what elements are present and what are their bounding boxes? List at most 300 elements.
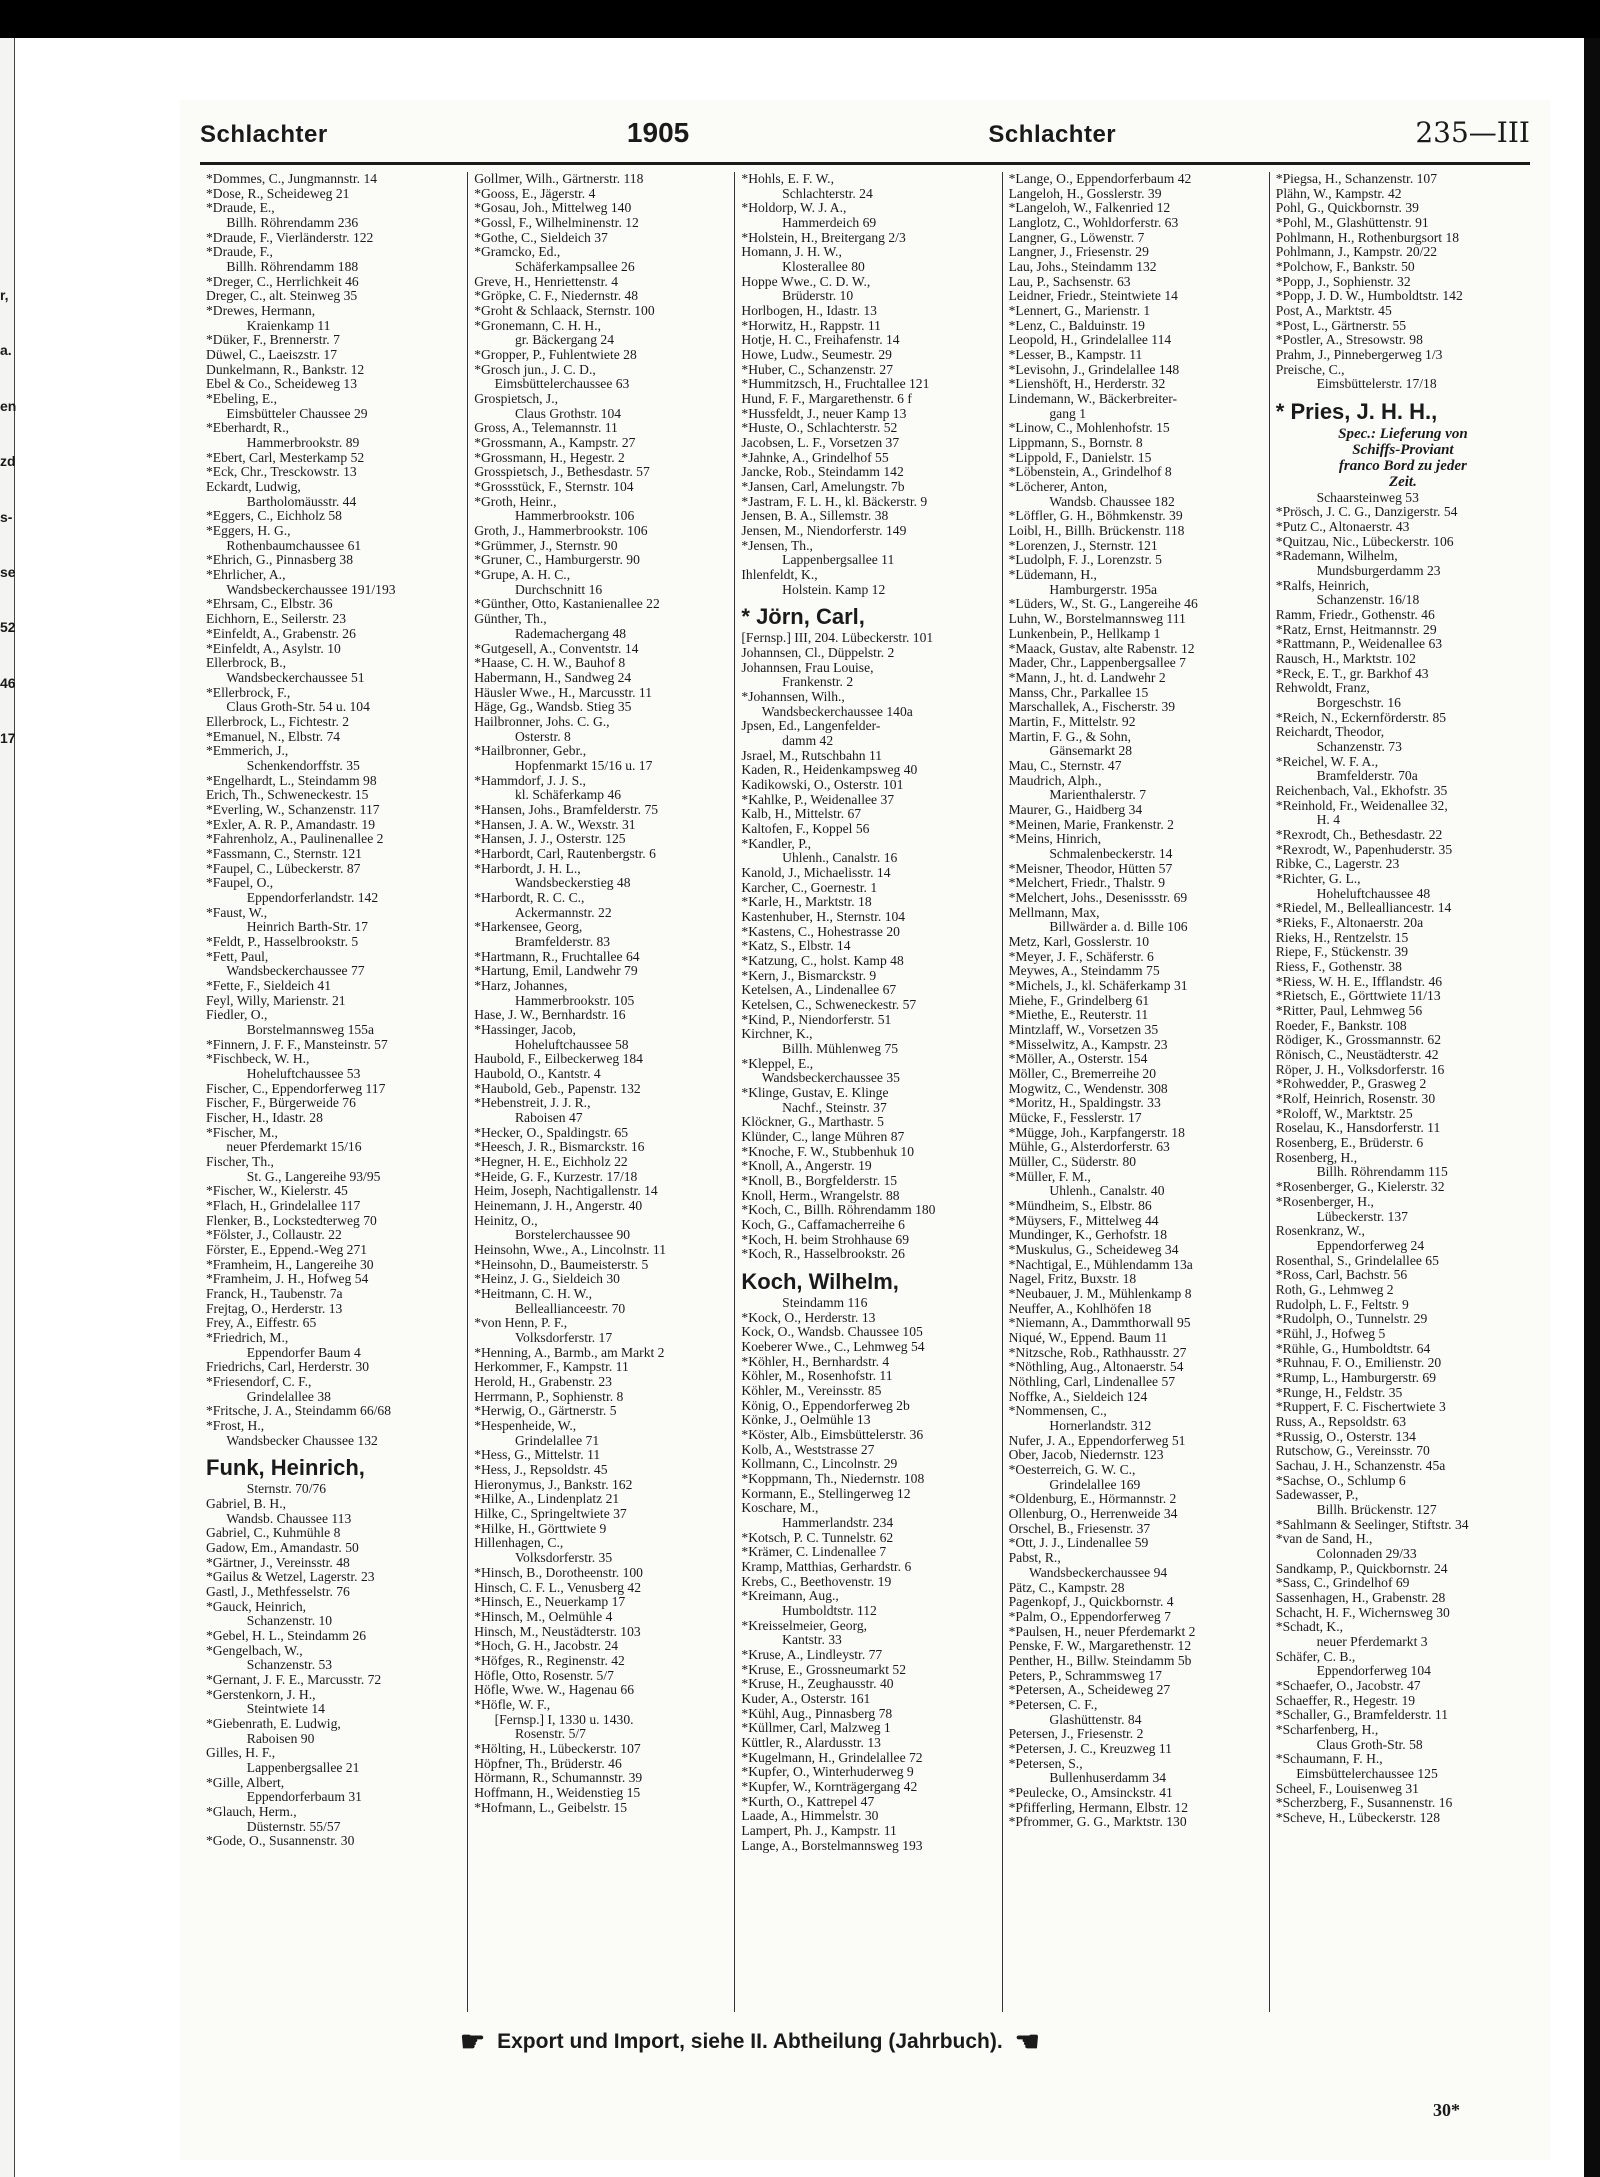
directory-entry: *Levisohn, J., Grindelallee 148 bbox=[1008, 361, 1180, 377]
directory-entry: Höpfner, Th., Brüderstr. 46 bbox=[474, 1755, 622, 1771]
directory-entry: Könke, J., Oelmühle 13 bbox=[741, 1412, 871, 1428]
directory-entry: H. 4 bbox=[1275, 812, 1340, 828]
directory-entry: Röper, J. H., Volksdorferstr. 16 bbox=[1275, 1061, 1445, 1077]
directory-entry: Koschare, M., bbox=[741, 1500, 819, 1516]
directory-entry: Johannsen, Cl., Düppelstr. 2 bbox=[741, 644, 895, 660]
directory-entry: *Kleppel, E., bbox=[741, 1055, 814, 1071]
directory-entry: Kastenhuber, H., Sternstr. 104 bbox=[741, 909, 906, 924]
directory-entry: Preische, C., bbox=[1275, 361, 1345, 377]
directory-entry: *Schaumann, F. H., bbox=[1275, 1751, 1383, 1767]
directory-entry: Penther, H., Billw. Steindamm 5b bbox=[1008, 1652, 1192, 1668]
directory-entry: *Meinen, Marie, Frankenstr. 2 bbox=[1008, 816, 1174, 832]
directory-entry: Raboisen 90 bbox=[206, 1730, 315, 1746]
directory-entry: Post, A., Marktstr. 45 bbox=[1275, 303, 1392, 319]
directory-entry: *Finnern, J. F. F., Mansteinstr. 57 bbox=[206, 1036, 388, 1052]
directory-entry: Ihlenfeldt, K., bbox=[741, 567, 818, 583]
directory-entry: Hilke, C., Springeltwiete 37 bbox=[474, 1506, 627, 1522]
directory-entry: *Ehrich, G., Pinnasberg 38 bbox=[206, 552, 353, 568]
directory-entry: Koch, Wilhelm, bbox=[741, 1269, 899, 1295]
directory-entry: *Reich, N., Eckernförderstr. 85 bbox=[1275, 709, 1447, 725]
directory-entry: Groth, J., Hammerbrookstr. 106 bbox=[474, 523, 648, 539]
directory-entry: Friedrichs, Carl, Herderstr. 30 bbox=[206, 1359, 370, 1375]
directory-entry: Petersen, J., Friesenstr. 2 bbox=[1008, 1726, 1144, 1742]
directory-entry: *Framheim, J. H., Hofweg 54 bbox=[206, 1271, 369, 1287]
directory-entry: *Harbordt, Carl, Rautenbergstr. 6 bbox=[474, 845, 656, 861]
directory-entry: *Riedel, M., Bellealliancestr. 14 bbox=[1275, 900, 1452, 916]
directory-entry: Schlachterstr. 24 bbox=[741, 185, 873, 201]
directory-entry: *Engelhardt, L., Steindamm 98 bbox=[206, 772, 377, 788]
directory-entry: Nufer, J. A., Eppendorferweg 51 bbox=[1008, 1432, 1186, 1448]
directory-entry: *Popp, J., Sophienstr. 32 bbox=[1275, 273, 1411, 289]
directory-entry: *Meyer, J. F., Schäferstr. 6 bbox=[1008, 948, 1154, 964]
directory-entry: Förster, E., Eppend.-Weg 271 bbox=[206, 1242, 368, 1258]
directory-entry: Rehwoldt, Franz, bbox=[1275, 680, 1370, 696]
directory-entry: *Eck, Chr., Tresckowstr. 13 bbox=[206, 464, 357, 480]
directory-entry: *Ruppert, F. C. Fischertwiete 3 bbox=[1275, 1399, 1446, 1415]
directory-entry: *Putz C., Altonaerstr. 43 bbox=[1275, 518, 1410, 534]
directory-entry: Heim, Joseph, Nachtigallenstr. 14 bbox=[474, 1183, 658, 1199]
directory-entry: *Gärtner, J., Vereinsstr. 48 bbox=[206, 1554, 350, 1570]
directory-entry: *Groht & Schlaack, Sternstr. 100 bbox=[474, 303, 655, 319]
directory-entry: Lange, A., Borstelmannsweg 193 bbox=[741, 1837, 923, 1853]
directory-entry: Lappenbergsallee 11 bbox=[741, 552, 895, 568]
directory-entry: Volksdorferstr. 17 bbox=[474, 1330, 613, 1346]
directory-entry: Hammerlandstr. 234 bbox=[741, 1514, 894, 1530]
directory-entry: Kormann, E., Stellingerweg 12 bbox=[741, 1485, 911, 1501]
directory-entry: *Henning, A., Barmb., am Markt 2 bbox=[474, 1344, 665, 1360]
directory-entry: Ober, Jacob, Niedernstr. 123 bbox=[1008, 1447, 1164, 1463]
directory-entry: Nöthling, Carl, Lindenallee 57 bbox=[1008, 1374, 1176, 1390]
directory-entry: *Haubold, Geb., Papenstr. 132 bbox=[474, 1080, 641, 1096]
directory-entry: *Knoche, F. W., Stubbenhuk 10 bbox=[741, 1143, 914, 1159]
directory-entry: Fiedler, O., bbox=[206, 1007, 268, 1023]
directory-entry: Mader, Chr., Lappenbergsallee 7 bbox=[1008, 655, 1186, 671]
directory-entry: Eckardt, Ludwig, bbox=[206, 479, 301, 495]
directory-entry: *Gothe, C., Sieldeich 37 bbox=[474, 229, 608, 245]
directory-entry: Gollmer, Wilh., Gärtnerstr. 118 bbox=[474, 172, 644, 186]
directory-entry: *Hölting, H., Lübeckerstr. 107 bbox=[474, 1740, 641, 1756]
directory-entry: Maudrich, Alph., bbox=[1008, 772, 1102, 788]
previous-page-fragment: 52 bbox=[0, 619, 16, 636]
pointing-hand-left-icon: ☚ bbox=[1014, 2026, 1040, 2057]
column-2 bbox=[467, 172, 728, 2012]
directory-entry: Billh. Mühlenweg 75 bbox=[741, 1041, 899, 1057]
directory-entry: *Fahrenholz, A., Paulinenallee 2 bbox=[206, 831, 384, 847]
directory-entry: Küttler, R., Alardusstr. 13 bbox=[741, 1735, 881, 1751]
directory-entry: Pohl, G., Quickbornstr. 39 bbox=[1275, 200, 1419, 216]
directory-entry: Ackermannstr. 22 bbox=[474, 904, 612, 920]
directory-entry: *Prösch, J. C. G., Danzigerstr. 54 bbox=[1275, 504, 1458, 520]
directory-entry: Jensen, M., Niendorferstr. 149 bbox=[741, 523, 907, 539]
directory-entry: Mintzlaff, W., Vorsetzen 35 bbox=[1008, 1021, 1159, 1037]
directory-entry: Peters, P., Schrammsweg 17 bbox=[1008, 1667, 1162, 1683]
directory-entry: *Horwitz, H., Rappstr. 11 bbox=[741, 317, 881, 333]
directory-entry: *Kupfer, O., Winterhuderweg 9 bbox=[741, 1764, 914, 1780]
directory-entry: *Mündheim, S., Elbstr. 86 bbox=[1008, 1198, 1152, 1214]
directory-entry: *Rademann, Wilhelm, bbox=[1275, 548, 1398, 564]
previous-page-fragments bbox=[0, 287, 17, 787]
directory-entry: *Fritsche, J. A., Steindamm 66/68 bbox=[206, 1403, 392, 1419]
directory-entry: Russ, A., Repsoldstr. 63 bbox=[1275, 1413, 1407, 1429]
directory-entry: Schäferkampsallee 26 bbox=[474, 259, 635, 275]
directory-entry: Schenkendorffstr. 35 bbox=[206, 757, 360, 773]
directory-entry: *Faust, W., bbox=[206, 904, 268, 920]
directory-entry: *Hansen, J. J., Osterstr. 125 bbox=[474, 831, 626, 847]
previous-page-fragment: se bbox=[0, 563, 16, 580]
directory-entry: *Scharfenberg, H., bbox=[1275, 1722, 1379, 1738]
directory-entry: *Hartmann, R., Fruchtallee 64 bbox=[474, 948, 640, 964]
directory-entry: *Jensen, Th., bbox=[741, 537, 813, 553]
directory-entry: *Emmerich, J., bbox=[206, 743, 289, 759]
directory-entry: Marienthalerstr. 7 bbox=[1008, 787, 1147, 803]
directory-entry: *Meins, Hinrich, bbox=[1008, 831, 1102, 847]
directory-entry: *Schaefer, O., Jacobstr. 47 bbox=[1275, 1678, 1421, 1693]
directory-entry: *Lüders, W., St. G., Langereihe 46 bbox=[1008, 596, 1198, 612]
directory-entry: Kuder, A., Osterstr. 161 bbox=[741, 1691, 871, 1707]
directory-entry: Herrmann, P., Sophienstr. 8 bbox=[474, 1388, 624, 1404]
directory-entry: Jpsen, Ed., Langenfelder- bbox=[741, 718, 881, 734]
directory-entry: *Möller, A., Osterstr. 154 bbox=[1008, 1051, 1148, 1067]
directory-entry: *Gossl, F., Wilhelminenstr. 12 bbox=[474, 215, 639, 231]
directory-entry: *Ludolph, F. J., Lorenzstr. 5 bbox=[1008, 552, 1162, 568]
directory-entry: Schacht, H. F., Wichernsweg 30 bbox=[1275, 1604, 1450, 1620]
directory-entry: Howe, Ludw., Seumestr. 29 bbox=[741, 347, 892, 363]
directory-entry: *Kotsch, P. C. Tunnelstr. 62 bbox=[741, 1529, 894, 1545]
directory-entry: Hinsch, C. F. L., Venusberg 42 bbox=[474, 1579, 642, 1595]
directory-entry: Eppendorferbaum 31 bbox=[206, 1789, 362, 1805]
directory-entry: Hörmann, R., Schumannstr. 39 bbox=[474, 1770, 643, 1786]
directory-entry: Brüderstr. 10 bbox=[741, 288, 854, 304]
directory-entry: Bartholomäusstr. 44 bbox=[206, 493, 357, 509]
pointing-hand-right-icon: ☛ bbox=[460, 2026, 486, 2057]
directory-entry: Klünder, C., lange Mühren 87 bbox=[741, 1129, 905, 1145]
directory-entry: *Rolf, Heinrich, Rosenstr. 30 bbox=[1275, 1091, 1436, 1107]
directory-entry: *Pohl, M., Glashüttenstr. 91 bbox=[1275, 215, 1429, 231]
directory-entry: Bullenhuserdamm 34 bbox=[1008, 1770, 1167, 1786]
directory-entry: neuer Pferdemarkt 15/16 bbox=[206, 1139, 362, 1155]
directory-entry: *Kruse, E., Grossneumarkt 52 bbox=[741, 1661, 906, 1677]
directory-entry: Hoheluftchaussee 58 bbox=[474, 1036, 629, 1052]
directory-entry: *Koch, R., Hasselbrookstr. 26 bbox=[741, 1246, 905, 1262]
directory-entry: Franck, H., Taubenstr. 7a bbox=[206, 1286, 343, 1302]
directory-entry: Dunkelmann, R., Bankstr. 12 bbox=[206, 361, 365, 377]
directory-entry: *Krämer, C. Lindenallee 7 bbox=[741, 1544, 887, 1560]
directory-entry: Uhlenh., Canalstr. 40 bbox=[1008, 1183, 1165, 1199]
directory-entry: *von Henn, P. F., bbox=[474, 1315, 568, 1331]
directory-entry: *Rexrodt, W., Papenhuderstr. 35 bbox=[1275, 841, 1453, 857]
directory-entry: *Heinsohn, D., Baumeisterstr. 5 bbox=[474, 1256, 649, 1272]
directory-entry: Krebs, C., Beethovenstr. 19 bbox=[741, 1573, 892, 1589]
directory-entry: *Rohwedder, P., Grasweg 2 bbox=[1275, 1076, 1427, 1092]
directory-entry: Roselau, K., Hansdorferstr. 11 bbox=[1275, 1120, 1441, 1136]
page-header bbox=[200, 116, 1530, 156]
directory-entry: Ollenburg, O., Herrenweide 34 bbox=[1008, 1506, 1178, 1522]
column-5 bbox=[1269, 172, 1530, 2012]
directory-entry: Koch, G., Caffamacherreihe 6 bbox=[741, 1217, 905, 1233]
directory-entry: *Oldenburg, E., Hörmannstr. 2 bbox=[1008, 1491, 1177, 1507]
directory-entry: Kanold, J., Michaelisstr. 14 bbox=[741, 864, 891, 880]
directory-entry: Holstein. Kamp 12 bbox=[741, 581, 886, 597]
directory-entry: *Köhler, H., Bernhardstr. 4 bbox=[741, 1353, 890, 1369]
directory-entry: *Kurth, O., Kattrepel 47 bbox=[741, 1793, 875, 1809]
directory-entry: Funk, Heinrich, bbox=[206, 1455, 365, 1481]
directory-entry: *Koch, H. beim Strohhause 69 bbox=[741, 1231, 910, 1247]
directory-entry: Knoll, Herm., Wrangelstr. 88 bbox=[741, 1187, 900, 1203]
directory-entry: *Schadt, K., bbox=[1275, 1619, 1344, 1635]
directory-entry: Eppendorferweg 104 bbox=[1275, 1663, 1431, 1679]
directory-entry: *Scherzberg, F., Susannenstr. 16 bbox=[1275, 1795, 1453, 1811]
directory-entry: *Faupel, C., Lübeckerstr. 87 bbox=[206, 860, 361, 876]
directory-entry: Kadikowski, O., Osterstr. 101 bbox=[741, 776, 904, 792]
directory-entry: *Miethe, E., Reuterstr. 11 bbox=[1008, 1007, 1149, 1023]
directory-entry: *Katzung, C., holst. Kamp 48 bbox=[741, 953, 904, 969]
directory-entry: Hotje, H. C., Freihafenstr. 14 bbox=[741, 332, 900, 348]
directory-entry: *Lennert, G., Marienstr. 1 bbox=[1008, 303, 1151, 319]
directory-entry: Metz, Karl, Gosslerstr. 10 bbox=[1008, 933, 1150, 949]
directory-entry: *Hecker, O., Spaldingstr. 65 bbox=[474, 1124, 629, 1140]
directory-entry: Nagel, Fritz, Buxstr. 18 bbox=[1008, 1271, 1137, 1287]
directory-entry: Schaeffer, R., Hegestr. 19 bbox=[1275, 1692, 1416, 1708]
directory-entry: *Faupel, O., bbox=[206, 875, 274, 891]
directory-entry: Hoppe Wwe., C. D. W., bbox=[741, 273, 871, 289]
directory-entry: *Gutgesell, A., Conventstr. 14 bbox=[474, 640, 639, 656]
directory-entry: Rosenstr. 5/7 bbox=[474, 1726, 586, 1742]
directory-entry: Claus Groth-Str. 54 u. 104 bbox=[206, 699, 370, 715]
directory-entry: Heinrich Barth-Str. 17 bbox=[206, 919, 368, 935]
directory-entry: *Gode, O., Susannenstr. 30 bbox=[206, 1833, 355, 1849]
directory-entry: Reichenbach, Val., Ekhofstr. 35 bbox=[1275, 783, 1448, 799]
directory-entry: *Hebenstreit, J. J. R., bbox=[474, 1095, 591, 1111]
directory-entry: *Reinhold, Fr., Weidenallee 32, bbox=[1275, 797, 1448, 813]
directory-entry: *Piegsa, H., Schanzenstr. 107 bbox=[1275, 172, 1438, 186]
header-right-title: Schlachter bbox=[988, 121, 1117, 148]
directory-entry: *Russig, O., Osterstr. 134 bbox=[1275, 1428, 1416, 1444]
directory-entry: Uhlenh., Canalstr. 16 bbox=[741, 850, 898, 866]
directory-entry: Gabriel, C., Kuhmühle 8 bbox=[206, 1525, 341, 1541]
directory-entry: Pohlmann, J., Kampstr. 20/22 bbox=[1275, 244, 1438, 260]
directory-entry: Gross, A., Telemannstr. 11 bbox=[474, 420, 618, 436]
directory-entry: Borgeschstr. 16 bbox=[1275, 694, 1401, 710]
directory-entry: *Hess, J., Repsoldstr. 45 bbox=[474, 1462, 608, 1478]
directory-entry: *Müller, F. M., bbox=[1008, 1168, 1091, 1184]
directory-entry: Riess, F., Gothenstr. 38 bbox=[1275, 959, 1402, 975]
directory-entry: *Hilke, A., Lindenplatz 21 bbox=[474, 1491, 620, 1507]
directory-entry: Günther, Th., bbox=[474, 611, 547, 627]
directory-entry: Langner, J., Friesenstr. 29 bbox=[1008, 244, 1149, 260]
directory-entry: *Grupe, A. H. C., bbox=[474, 567, 571, 583]
previous-page-fragment: 17 bbox=[0, 730, 16, 747]
directory-entry: *Pfrommer, G. G., Marktstr. 130 bbox=[1008, 1814, 1187, 1830]
directory-entry: Horlbogen, H., Idastr. 13 bbox=[741, 303, 877, 319]
directory-entry: Hoffmann, H., Weidenstieg 15 bbox=[474, 1784, 641, 1800]
directory-entry: Müller, C., Süderstr. 80 bbox=[1008, 1154, 1137, 1170]
directory-entry: Niqué, W., Eppend. Baum 11 bbox=[1008, 1330, 1168, 1346]
directory-entry: *Misselwitz, A., Kampstr. 23 bbox=[1008, 1036, 1168, 1052]
directory-entry: Pohlmann, H., Rothenburgsort 18 bbox=[1275, 229, 1460, 245]
directory-entry: *Groth, Heinr., bbox=[474, 493, 557, 509]
directory-entry: *Huste, O., Schlachterstr. 52 bbox=[741, 420, 898, 436]
directory-entry: *Ehrlicher, A., bbox=[206, 567, 286, 583]
directory-entry: *Kreisselmeier, Georg, bbox=[741, 1617, 868, 1633]
directory-entry: Sassenhagen, H., Grabenstr. 28 bbox=[1275, 1589, 1446, 1605]
directory-entry: *Kind, P., Niendorferstr. 51 bbox=[741, 1011, 892, 1027]
directory-entry: *Grümmer, J., Sternstr. 90 bbox=[474, 537, 618, 553]
directory-entry: Grosspietsch, J., Bethesdastr. 57 bbox=[474, 464, 650, 480]
directory-entry: Billh. Röhrendamm 236 bbox=[206, 215, 359, 231]
directory-entry: *Fassmann, C., Sternstr. 121 bbox=[206, 845, 362, 861]
directory-entry: *Hegner, H. E., Eichholz 22 bbox=[474, 1154, 628, 1170]
directory-entry: Hieronymus, J., Bankstr. 162 bbox=[474, 1476, 633, 1492]
directory-entry: damm 42 bbox=[741, 732, 834, 748]
directory-entry: Wandsbecker Chaussee 132 bbox=[206, 1432, 378, 1448]
directory-entry: *Fette, F., Sieldeich 41 bbox=[206, 977, 332, 993]
directory-entry: Hinsch, M., Neustädterstr. 103 bbox=[474, 1623, 641, 1639]
directory-entry: Erich, Th., Schweneckestr. 15 bbox=[206, 787, 369, 803]
directory-entry: *Hofmann, L., Geibelstr. 15 bbox=[474, 1799, 628, 1815]
directory-entry: Heinsohn, Wwe., A., Lincolnstr. 11 bbox=[474, 1242, 666, 1258]
directory-entry: *Hohls, E. F. W., bbox=[741, 172, 834, 186]
previous-page-fragment: r, bbox=[0, 287, 9, 303]
directory-entry: Johannsen, Frau Louise, bbox=[741, 659, 874, 675]
directory-entry: Frankenstr. 2 bbox=[741, 674, 854, 690]
directory-entry: *Kühl, Aug., Pinnasberg 78 bbox=[741, 1705, 893, 1721]
directory-entry: *Popp, J. D. W., Humboldtstr. 142 bbox=[1275, 288, 1463, 304]
directory-entry: *Ebeling, E., bbox=[206, 391, 277, 407]
directory-entry: *Holdorp, W. J. A., bbox=[741, 200, 847, 216]
directory-entry: *Pfifferling, Hermann, Elbstr. 12 bbox=[1008, 1799, 1189, 1815]
directory-entry: * Jörn, Carl, bbox=[741, 604, 865, 630]
directory-entry: *Neubauer, J. M., Mühlenkamp 8 bbox=[1008, 1286, 1192, 1302]
directory-entry: Gänsemarkt 28 bbox=[1008, 743, 1133, 759]
directory-entry: *Huber, C., Schanzenstr. 27 bbox=[741, 361, 893, 377]
directory-entry: Raboisen 47 bbox=[474, 1110, 583, 1125]
directory-entry: Flenker, B., Lockstedterweg 70 bbox=[206, 1212, 377, 1228]
directory-entry: *Katz, S., Elbstr. 14 bbox=[741, 938, 851, 954]
directory-entry: Lau, P., Sachsenstr. 63 bbox=[1008, 273, 1131, 289]
directory-entry: Sandkamp, P., Quickbornstr. 24 bbox=[1275, 1560, 1448, 1576]
directory-entry: Durchschnitt 16 bbox=[474, 581, 603, 597]
directory-entry: *Reck, E. T., gr. Barkhof 43 bbox=[1275, 665, 1429, 681]
directory-entry: Wandsbeckerchaussee 35 bbox=[741, 1070, 900, 1086]
directory-entry: Schanzenstr. 73 bbox=[1275, 739, 1402, 754]
directory-entry: Neuffer, A., Kohlhöfen 18 bbox=[1008, 1300, 1152, 1316]
directory-entry: Wandsbeckerchaussee 77 bbox=[206, 963, 365, 979]
directory-entry: *Friedrich, M., bbox=[206, 1330, 289, 1346]
directory-entry: Homann, J. H. W., bbox=[741, 244, 842, 260]
directory-entry: Hase, J. W., Bernhardstr. 16 bbox=[474, 1007, 626, 1023]
directory-entry: *Reichel, W. F. A., bbox=[1275, 753, 1379, 769]
directory-entry: Jacobsen, L. F., Vorsetzen 37 bbox=[741, 435, 900, 451]
directory-entry: *Hartung, Emil, Landwehr 79 bbox=[474, 963, 638, 979]
directory-entry: Eichhorn, E., Seilerstr. 23 bbox=[206, 611, 347, 627]
directory-entry: *Gröpke, C. F., Niedernstr. 48 bbox=[474, 288, 639, 304]
directory-entry: Haubold, O., Kantstr. 4 bbox=[474, 1065, 601, 1081]
directory-entry: Mau, C., Sternstr. 47 bbox=[1008, 757, 1122, 773]
column-4 bbox=[1002, 172, 1263, 2012]
directory-entry: Rosenberg, H., bbox=[1275, 1149, 1358, 1165]
directory-entry: *Rieks, F., Altonaerstr. 20a bbox=[1275, 915, 1424, 931]
directory-entry: *Schaller, G., Bramfelderstr. 11 bbox=[1275, 1707, 1449, 1723]
directory-entry: *Köster, Alb., Eimsbüttelerstr. 36 bbox=[741, 1426, 924, 1442]
directory-entry: *Grossmann, A., Kampstr. 27 bbox=[474, 435, 636, 451]
directory-entry: *Langeloh, W., Falkenried 12 bbox=[1008, 200, 1171, 216]
directory-entry: Möller, C., Bremerreihe 20 bbox=[1008, 1065, 1157, 1081]
directory-entry: Steindamm 116 bbox=[741, 1294, 868, 1310]
directory-entry: Kaltofen, F., Koppel 56 bbox=[741, 820, 870, 836]
directory-entry: Grindelallee 71 bbox=[474, 1432, 600, 1448]
directory-entry: Billh. Brückenstr. 127 bbox=[1275, 1501, 1437, 1517]
directory-entry: *Kastens, C., Hohestrasse 20 bbox=[741, 923, 900, 939]
directory-entry: *Klinge, Gustav, E. Klinge bbox=[741, 1085, 889, 1101]
directory-entry: Ebel & Co., Scheideweg 13 bbox=[206, 376, 358, 392]
directory-entry: *Nommensen, C., bbox=[1008, 1403, 1107, 1419]
directory-entry: *Kruse, A., Lindleystr. 77 bbox=[741, 1647, 883, 1662]
directory-entry: Herold, H., Grabenstr. 23 bbox=[474, 1374, 612, 1390]
directory-entry: Lunkenbein, P., Hellkamp 1 bbox=[1008, 625, 1161, 641]
directory-entry: Lippmann, S., Bornstr. 8 bbox=[1008, 435, 1143, 451]
directory-entry: *Everling, W., Schanzenstr. 117 bbox=[206, 801, 380, 817]
directory-entry: *Hespenheide, W., bbox=[474, 1418, 577, 1434]
directory-entry: Fischer, F., Bürgerweide 76 bbox=[206, 1095, 356, 1111]
directory-entry: *Roloff, W., Marktstr. 25 bbox=[1275, 1105, 1413, 1121]
directory-entry: Düwel, C., Laeiszstr. 17 bbox=[206, 347, 338, 363]
scanner-top-bar bbox=[0, 0, 1600, 38]
directory-entry: *Riess, W. H. E., Ifflandstr. 46 bbox=[1275, 973, 1443, 989]
directory-entry: *Löcherer, Anton, bbox=[1008, 479, 1108, 495]
directory-entry: Höfle, Wwe. W., Hagenau 66 bbox=[474, 1682, 634, 1698]
directory-entry: *Hansen, Johs., Bramfelderstr. 75 bbox=[474, 801, 659, 817]
directory-entry: Sternstr. 70/76 bbox=[206, 1481, 327, 1497]
directory-entry: [Fernsp.] I, 1330 u. 1430. bbox=[474, 1711, 634, 1727]
directory-entry: Dreger, C., alt. Steinweg 35 bbox=[206, 288, 358, 304]
directory-entry: *Michels, J., kl. Schäferkamp 31 bbox=[1008, 977, 1188, 993]
directory-entry: *Melchert, Johs., Desenissstr. 69 bbox=[1008, 889, 1188, 905]
directory-columns bbox=[200, 172, 1530, 2012]
previous-page-fragment: zd bbox=[0, 453, 16, 470]
directory-entry: Volksdorferstr. 35 bbox=[474, 1550, 613, 1566]
directory-entry: *Gengelbach, W., bbox=[206, 1642, 303, 1658]
directory-entry: *Fischer, W., Kielerstr. 45 bbox=[206, 1183, 348, 1199]
directory-entry: Rosenberg, E., Brüderstr. 6 bbox=[1275, 1135, 1424, 1151]
directory-entry: Colonnaden 29/33 bbox=[1275, 1545, 1417, 1561]
directory-entry: Habermann, H., Sandweg 24 bbox=[474, 669, 632, 685]
directory-entry: *Ebert, Carl, Mesterkamp 52 bbox=[206, 449, 365, 465]
directory-entry: *Harbordt, R. C. C., bbox=[474, 889, 585, 905]
directory-entry: *Heesch, J. R., Bismarckstr. 16 bbox=[474, 1139, 645, 1155]
directory-entry: *Gruner, C., Hamburgerstr. 90 bbox=[474, 552, 640, 568]
directory-entry: *Gebel, H. L., Steindamm 26 bbox=[206, 1627, 367, 1643]
directory-entry: Leidner, Friedr., Steintwiete 14 bbox=[1008, 288, 1178, 304]
directory-entry: *Karle, H., Marktstr. 18 bbox=[741, 894, 872, 910]
directory-entry: Wandsb. Chaussee 113 bbox=[206, 1510, 352, 1526]
directory-entry: *Eggers, C., Eichholz 58 bbox=[206, 508, 342, 524]
directory-entry: *Nachtigal, E., Mühlendamm 13a bbox=[1008, 1256, 1193, 1272]
directory-entry: Rönisch, C., Neustädterstr. 42 bbox=[1275, 1047, 1439, 1063]
directory-entry: Wandsbeckerchaussee 94 bbox=[1008, 1564, 1168, 1580]
directory-entry: Rosenthal, S., Grindelallee 65 bbox=[1275, 1252, 1439, 1268]
directory-entry: Rieks, H., Rentzelstr. 15 bbox=[1275, 929, 1409, 945]
directory-entry: Ketelsen, A., Lindenallee 67 bbox=[741, 982, 897, 998]
directory-entry: Rudolph, L. F., Feltstr. 9 bbox=[1275, 1296, 1409, 1312]
directory-entry: *Petersen, J. C., Kreuzweg 11 bbox=[1008, 1740, 1172, 1756]
directory-entry: Ramm, Friedr., Gothenstr. 46 bbox=[1275, 606, 1435, 622]
directory-entry: *Gauck, Heinrich, bbox=[206, 1598, 307, 1614]
directory-entry: Klöckner, G., Marthastr. 5 bbox=[741, 1114, 884, 1130]
directory-entry: *Knoll, A., Angerstr. 19 bbox=[741, 1158, 872, 1174]
directory-entry: Eimsbüttelerchaussee 63 bbox=[474, 376, 630, 392]
directory-entry: *Lorenzen, J., Sternstr. 121 bbox=[1008, 537, 1158, 553]
directory-entry: Riepe, F., Stückenstr. 39 bbox=[1275, 944, 1408, 960]
